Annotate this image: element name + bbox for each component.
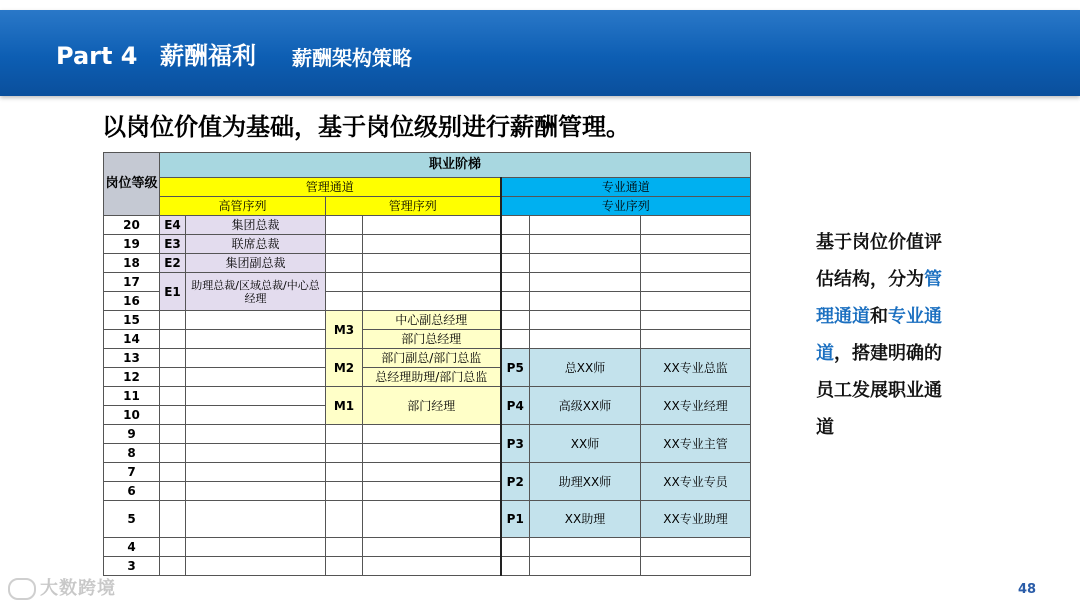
pro-code: P2	[501, 463, 530, 501]
mgmt-title: 中心副总经理	[363, 311, 501, 330]
slide-headline: 以岗位价值为基础，基于岗位级别进行薪酬管理。	[102, 113, 630, 141]
level-cell: 6	[104, 482, 160, 501]
level-cell: 15	[104, 311, 160, 330]
ladder-header: 职业阶梯	[160, 153, 751, 178]
pro-role: XX专业主管	[641, 425, 751, 463]
exec-title: 集团总裁	[186, 216, 326, 235]
mgmt-channel-header: 管理通道	[160, 178, 501, 197]
mgmt-channel-highlight: 管理通道	[816, 269, 942, 327]
section-subtitle: 薪酬架构策略	[292, 46, 412, 70]
pro-title: 助理XX师	[530, 463, 641, 501]
watermark-text: 大数跨境	[40, 578, 116, 599]
level-cell: 11	[104, 387, 160, 406]
watermark-logo-icon	[8, 578, 36, 600]
exec-code: E3	[160, 235, 186, 254]
part-label: Part 4	[56, 42, 138, 70]
pro-role: XX专业总监	[641, 349, 751, 387]
pro-role: XX专业助理	[641, 501, 751, 538]
pro-title: XX助理	[530, 501, 641, 538]
pro-title: XX师	[530, 425, 641, 463]
pro-code: P4	[501, 387, 530, 425]
pro-code: P3	[501, 425, 530, 463]
level-cell: 14	[104, 330, 160, 349]
pro-title: 总XX师	[530, 349, 641, 387]
category-title: 薪酬福利	[160, 42, 256, 70]
level-cell: 17	[104, 273, 160, 292]
grade-header: 岗位等级	[104, 153, 160, 216]
pro-role: XX专业专员	[641, 463, 751, 501]
exec-series-header: 高管序列	[160, 197, 326, 216]
mgmt-series-header: 管理序列	[326, 197, 501, 216]
exec-title: 联席总裁	[186, 235, 326, 254]
side-note	[816, 224, 956, 446]
side-note-text: 基于岗位价值评估结构，分为	[816, 232, 942, 290]
level-cell: 10	[104, 406, 160, 425]
side-note-text: ，搭建明确的员工发展职业通道	[816, 343, 942, 438]
mgmt-code: M3	[326, 311, 363, 349]
level-cell: 8	[104, 444, 160, 463]
level-cell: 20	[104, 216, 160, 235]
side-note-text: 和	[870, 306, 888, 327]
page-number: 48	[1018, 582, 1037, 597]
level-cell: 5	[104, 501, 160, 538]
mgmt-code: M1	[326, 387, 363, 425]
pro-channel-header: 专业通道	[501, 178, 751, 197]
exec-title: 集团副总裁	[186, 254, 326, 273]
level-cell: 7	[104, 463, 160, 482]
mgmt-title: 总经理助理/部门总监	[363, 368, 501, 387]
pro-code: P5	[501, 349, 530, 387]
slide-header	[0, 10, 1080, 96]
career-ladder-table	[103, 152, 751, 576]
level-cell: 16	[104, 292, 160, 311]
mgmt-code: M2	[326, 349, 363, 387]
pro-series-header: 专业序列	[501, 197, 751, 216]
exec-code: E4	[160, 216, 186, 235]
level-cell: 9	[104, 425, 160, 444]
pro-channel-highlight: 专业通道	[816, 306, 942, 364]
mgmt-title: 部门经理	[363, 387, 501, 425]
exec-title: 助理总裁/区域总裁/中心总经理	[186, 273, 326, 311]
mgmt-title: 部门总经理	[363, 330, 501, 349]
level-cell: 19	[104, 235, 160, 254]
level-cell: 18	[104, 254, 160, 273]
level-cell: 13	[104, 349, 160, 368]
level-cell: 3	[104, 557, 160, 576]
mgmt-title: 部门副总/部门总监	[363, 349, 501, 368]
watermark	[8, 574, 116, 600]
exec-code: E1	[160, 273, 186, 311]
pro-title: 高级XX师	[530, 387, 641, 425]
pro-role: XX专业经理	[641, 387, 751, 425]
level-cell: 4	[104, 538, 160, 557]
pro-code: P1	[501, 501, 530, 538]
exec-code: E2	[160, 254, 186, 273]
level-cell: 12	[104, 368, 160, 387]
